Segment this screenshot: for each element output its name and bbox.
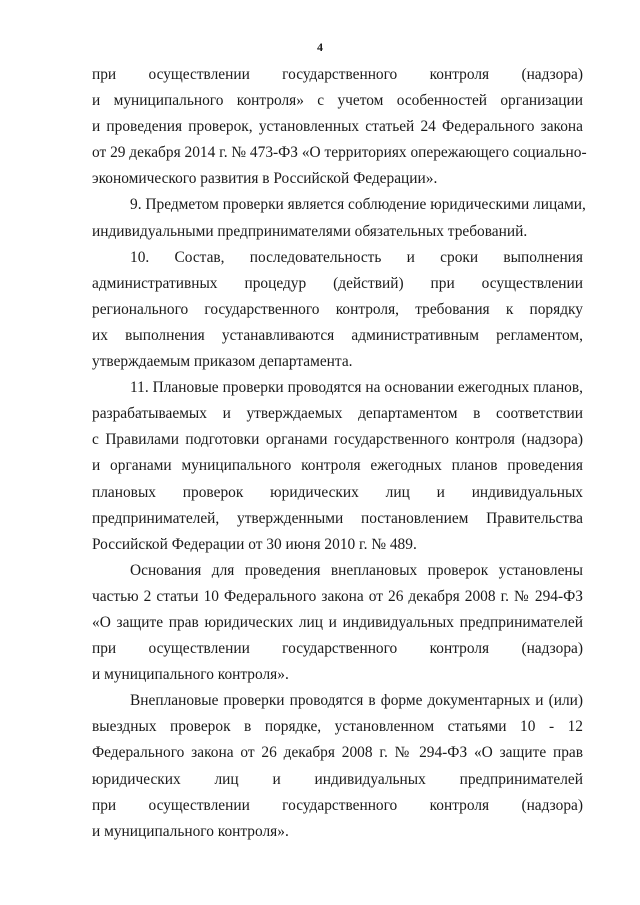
text-line: Федерального закона от 26 декабря 2008 г. № 294-ФЗ «О защите прав — [92, 744, 583, 762]
text-line: при осуществлении государственного контроля (надзора) — [92, 66, 583, 83]
text-line: 9. Предметом проверки является соблюдение юридическими лицами, — [130, 196, 586, 214]
paragraph-10 — [92, 245, 583, 375]
text-line: и органами муниципального контроля ежегодных планов проведения — [92, 457, 583, 475]
text-line: регионального государственного контроля, требования к порядку — [92, 300, 583, 318]
text-line: и муниципального контроля». — [92, 822, 289, 840]
text-line: юридических лиц и индивидуальных предпринимателей — [92, 770, 583, 788]
text-line: и муниципального контроля» с учетом особенностей организации — [92, 92, 583, 110]
document-body — [92, 62, 587, 845]
page-number: 4 — [317, 40, 323, 54]
text-line: индивидуальными предпринимателями обязательных требований. — [92, 222, 528, 240]
text-line: частью 2 статьи 10 Федерального закона от 26 декабря 2008 г. № 294-ФЗ — [92, 587, 583, 605]
paragraph-continuation — [92, 62, 587, 192]
text-line: и проведения проверок, установленных статьей 24 Федерального закона — [92, 118, 583, 136]
paragraph-unscheduled-grounds — [92, 558, 583, 688]
text-line: «О защите прав юридических лиц и индивидуальных предпринимателей — [92, 613, 583, 631]
text-line: предпринимателей, утвержденными постановлением Правительства — [92, 509, 583, 527]
text-line: 10. Состав, последовательность и сроки выполнения — [130, 248, 583, 266]
text-line: разрабатываемых и утверждаемых департаментом в соответствии — [92, 405, 583, 423]
text-line: при осуществлении государственного контроля (надзора) — [92, 640, 583, 658]
text-line: с Правилами подготовки органами государственного контроля (надзора) — [92, 431, 583, 449]
text-line: выездных проверок в порядке, установленном статьями 10 - 12 — [92, 718, 583, 736]
text-line: Внеплановые проверки проводятся в форме документарных и (или) — [130, 692, 583, 710]
text-line: Российской Федерации от 30 июня 2010 г. № 489. — [92, 535, 417, 553]
text-line: их выполнения устанавливаются административным регламентом, — [92, 326, 583, 344]
text-line: Основания для проведения внеплановых проверок установлены — [130, 561, 583, 579]
paragraph-unscheduled-forms — [92, 688, 583, 845]
paragraph-11 — [92, 375, 583, 558]
text-line: административных процедур (действий) при осуществлении — [92, 274, 583, 292]
text-line: и муниципального контроля». — [92, 666, 289, 684]
text-line: утверждаемым приказом департамента. — [92, 353, 353, 371]
text-line: при осуществлении государственного контроля (надзора) — [92, 796, 583, 814]
text-line: плановых проверок юридических лиц и индивидуальных — [92, 483, 583, 501]
text-line: экономического развития в Российской Федерации». — [92, 170, 438, 188]
paragraph-9 — [92, 192, 586, 244]
text-line: от 29 декабря 2014 г. № 473-ФЗ «О территориях опережающего социально- — [92, 144, 587, 162]
text-line: 11. Плановые проверки проводятся на основании ежегодных планов, — [130, 379, 583, 397]
